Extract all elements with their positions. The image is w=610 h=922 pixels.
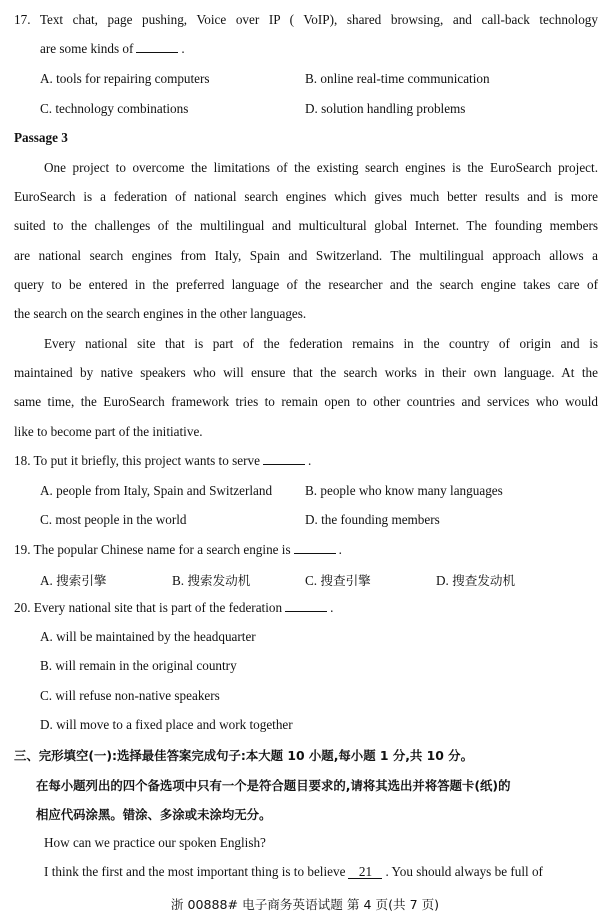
- answer-blank: [285, 610, 327, 612]
- q17-stem-line2: are some kinds of .: [40, 41, 185, 56]
- q20-option-d: D. will move to a fixed place and work together: [40, 717, 293, 732]
- passage-p1-line: suited to the challenges of the multilingual and multicultural global Internet. The founding members: [14, 218, 598, 233]
- q17-option-c: C. technology combinations: [40, 101, 189, 116]
- q18-option-c: C. most people in the world: [40, 512, 187, 527]
- q19-stem: 19. The popular Chinese name for a search engine is .: [14, 542, 342, 557]
- passage-p1-line: One project to overcome the limitations of the existing search engines is the EuroSearch project.: [44, 160, 598, 175]
- q18-option-a: A. people from Italy, Spain and Switzerland: [40, 483, 273, 498]
- q19-option-c: [305, 570, 371, 589]
- q20-stem-text: 20. Every national site that is part of the federation: [14, 600, 283, 615]
- q17-stem-line1: 17. Text chat, page pushing, Voice over IP ( VoIP), shared browsing, and call-back technology: [14, 12, 598, 27]
- passage-p1-line: are national search engines from Italy, Spain and Switzerland. The multilingual approach allows a: [14, 248, 598, 263]
- q18-stem: 18. To put it briefly, this project wants to serve .: [14, 453, 312, 468]
- q19-option-b: [172, 570, 250, 589]
- section-instruction: 相应代码涂黑。错涂、多涂或未涂均无分。: [36, 807, 272, 822]
- q17-stem-text: are some kinds of: [40, 41, 134, 56]
- option-text: 搜索引擎: [56, 573, 107, 588]
- option-letter: D.: [436, 573, 449, 588]
- cloze-blank-21: 21: [348, 865, 382, 879]
- option-text: 搜查引擎: [320, 573, 371, 588]
- option-letter: B.: [172, 573, 185, 588]
- passage-p1-line: the search on the search engines in the other languages.: [14, 306, 307, 321]
- cloze-line: [44, 864, 543, 880]
- option-text: 搜索发动机: [187, 573, 251, 588]
- option-letter: A.: [40, 573, 53, 588]
- q20-stem: 20. Every national site that is part of the federation .: [14, 600, 334, 615]
- q18-stem-text: 18. To put it briefly, this project wants to serve: [14, 453, 260, 468]
- cloze-text: . You should always be full of: [385, 864, 543, 879]
- q18-option-d: D. the founding members: [305, 512, 440, 527]
- q17-option-d: D. solution handling problems: [305, 101, 466, 116]
- passage-p1-line: query to be entered in the preferred language of the researcher and the search engine takes care of: [14, 277, 598, 292]
- option-text: 搜查发动机: [452, 573, 516, 588]
- option-letter: C.: [305, 573, 318, 588]
- page-footer: 浙 00888# 电子商务英语试题 第 4 页(共 7 页): [170, 897, 440, 912]
- passage-p2-line: same time, the EuroSearch framework tries to remain open to other countries and services who would: [14, 394, 598, 409]
- q20-option-b: B. will remain in the original country: [40, 658, 237, 673]
- q17-option-b: B. online real-time communication: [305, 71, 490, 86]
- passage-heading: Passage 3: [14, 130, 68, 145]
- section-instruction: 在每小题列出的四个备选项中只有一个是符合题目要求的,请将其选出并将答题卡(纸)的: [36, 778, 511, 793]
- passage-p2-line: Every national site that is part of the federation remains in the country of origin and is: [44, 336, 598, 351]
- q18-option-b: B. people who know many languages: [305, 483, 503, 498]
- passage-p2-line: like to become part of the initiative.: [14, 424, 203, 439]
- section-heading: 三、完形填空(一):选择最佳答案完成句子:本大题 10 小题,每小题 1 分,共 10 分。: [14, 748, 473, 763]
- q20-option-a: A. will be maintained by the headquarter: [40, 629, 256, 644]
- q20-option-c: C. will refuse non-native speakers: [40, 688, 220, 703]
- passage-p1-line: EuroSearch is a federation of national search engines which gives much better results and is more: [14, 189, 598, 204]
- cloze-text: I think the first and the most important thing is to believe: [44, 864, 346, 879]
- answer-blank: [136, 51, 178, 53]
- answer-blank: [263, 463, 305, 465]
- q19-stem-text: 19. The popular Chinese name for a search engine is: [14, 542, 291, 557]
- passage-p2-line: maintained by native speakers who will ensure that the search works in their own language. At the: [14, 365, 598, 380]
- q19-option-d: [436, 570, 515, 589]
- q19-option-a: [40, 570, 107, 589]
- answer-blank: [294, 552, 336, 554]
- cloze-line: How can we practice our spoken English?: [44, 835, 266, 850]
- q17-option-a: A. tools for repairing computers: [40, 71, 210, 86]
